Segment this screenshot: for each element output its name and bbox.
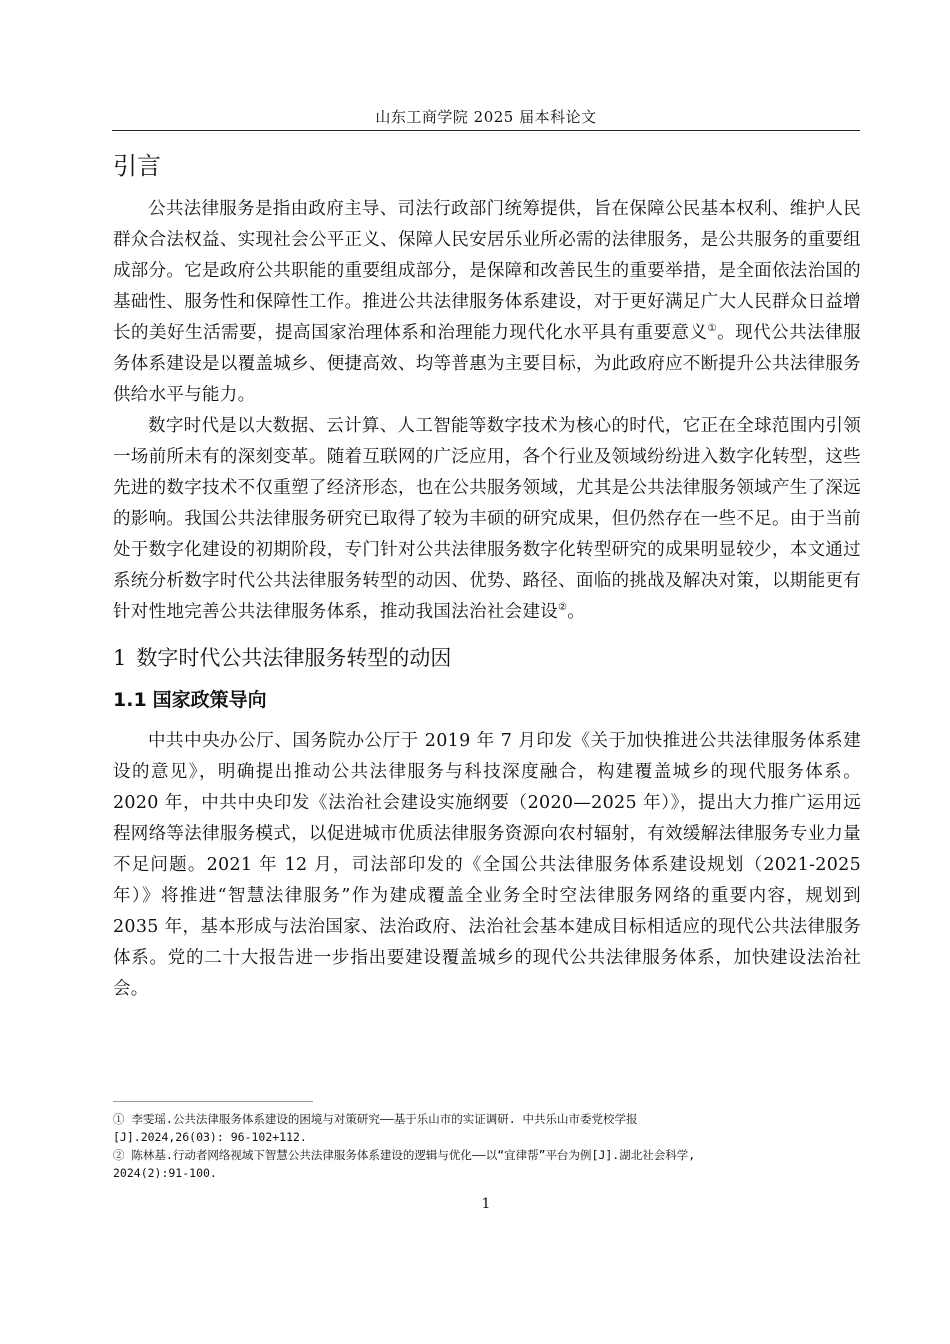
page-number: 1 xyxy=(481,1196,491,1212)
footnote-2-line-1: ② 陈林基.行动者网络视域下智慧公共法律服务体系建设的逻辑与优化——以“宜律帮”平台为例[J].湖北社会科学, xyxy=(113,1148,696,1162)
intro-paragraph-2-text: 数字时代是以大数据、云计算、人工智能等数字技术为核心的时代，它正在全球范围内引领一场前所未有的深刻变革。随着互联网的广泛应用，各个行业及领域纷纷进入数字化转型，这些先进的数字技术不仅重塑了经济形态，也在公共服务领域，尤其是公共法律服务领域产生了深远的影响。我国公共法律服务研究已取得了较为丰硕的研究成果，但仍然存在一些不足。由于当前处于数字化建设的初期阶段，专门针对公共法律服务数字化转型研究的成果明显较少，本文通过系统分析数字时代公共法律服务转型的动因、优势、路径、面临的挑战及解决对策，以期能更有针对性地完善公共法律服务体系，推动我国法治社会建设 xyxy=(113,416,861,622)
section-1-1-number: 1.1 xyxy=(113,689,147,711)
section-1-heading xyxy=(113,638,861,678)
footnote-ref-1[interactable]: ① xyxy=(707,323,718,335)
intro-paragraph-1-text: 公共法律服务是指由政府主导、司法行政部门统筹提供，旨在保障公民基本权利、维护人民群众合法权益、实现社会公平正义、保障人民安居乐业所必需的法律服务，是公共服务的重要组成部分。它是政府公共职能的重要组成部分，是保障和改善民生的重要举措，是全面依法治国的基础性、服务性和保障性工作。推进公共法律服务体系建设，对于更好满足广大人民群众日益增长的美好生活需要，提高国家治理体系和治理能力现代化水平具有重要意义 xyxy=(113,199,861,343)
intro-paragraph-2 xyxy=(113,411,861,628)
footnote-2-line-2: 2024(2):91-100. xyxy=(113,1166,217,1180)
footnote-1 xyxy=(113,1110,861,1146)
intro-paragraph-1 xyxy=(113,194,861,411)
footnote-1-line-2: [J].2024,26(03): 96-102+112. xyxy=(113,1130,307,1144)
page-body xyxy=(113,146,861,1005)
section-1-1-title: 国家政策导向 xyxy=(152,689,267,711)
intro-paragraph-1-tail: 。现代公共法律服务体系建设是以覆盖城乡、便捷高效、均等普惠为主要目标，为此政府应不断提升公共法律服务供给水平与能力。 xyxy=(113,323,861,405)
section-1-1-paragraph: 中共中央办公厅、国务院办公厅于 2019 年 7 月印发《关于加快推进公共法律服务体系建设的意见》，明确提出推动公共法律服务与科技深度融合，构建覆盖城乡的现代服务体系。2020 年，中共中央印发《法治社会建设实施纲要（2020—2025 年）》，提出大力推广运用远程网络等法律服务模式，以促进城市优质法律服务资源向农村辐射，有效缓解法律服务专业力量不足问题。2021 年 12 月，司法部印发的《全国公共法律服务体系建设规划（2021-2025 年）》将推进“智慧法律服务”作为建成覆盖全业务全时空法律服务网络的重要内容，规划到 2035 年，基本形成与法治国家、法治政府、法治社会基本建成目标相适应的现代公共法律服务体系。党的二十大报告进一步指出要建设覆盖城乡的现代公共法律服务体系，加快建设法治社会。 xyxy=(113,731,861,999)
footnote-divider xyxy=(113,1101,313,1102)
footnote-ref-2[interactable]: ② xyxy=(558,602,568,614)
header-divider xyxy=(112,130,860,131)
footnote-1-line-1: ① 李雯瑶.公共法律服务体系建设的困境与对策研究——基于乐山市的实证调研. 中共乐山市委党校学报 xyxy=(113,1112,638,1126)
running-header: 山东工商学院 2025 届本科论文 xyxy=(375,108,597,126)
section-1-title: 数字时代公共法律服务转型的动因 xyxy=(136,646,452,670)
footnote-2 xyxy=(113,1146,861,1182)
section-1-1-heading xyxy=(113,680,861,720)
section-1-number: 1 xyxy=(113,646,127,670)
intro-paragraph-2-tail: 。 xyxy=(567,602,586,622)
intro-heading: 引言 xyxy=(113,152,161,180)
footnotes xyxy=(113,1110,861,1182)
